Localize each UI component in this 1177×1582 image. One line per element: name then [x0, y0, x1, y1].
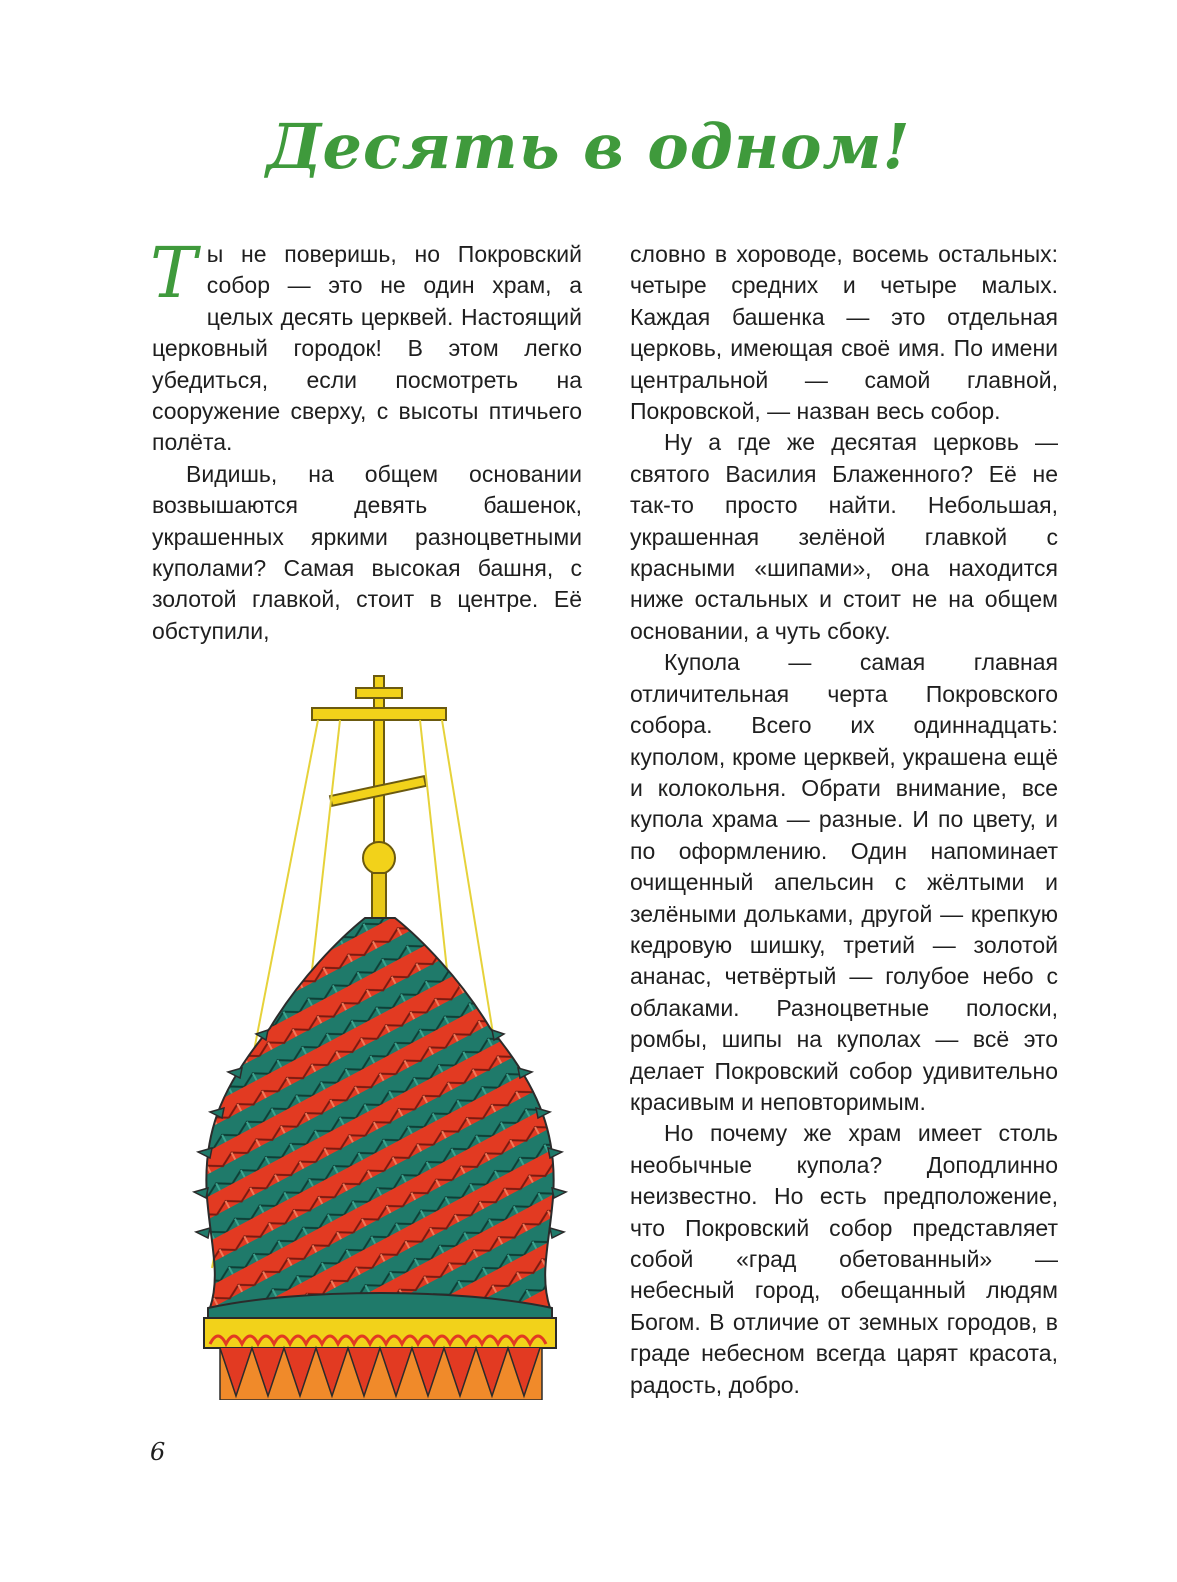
cross-icon [312, 676, 446, 846]
paragraph: Ну а где же десятая церковь — святого Василия Блаженного? Её не так-то просто найти. Небольшая, украшенная зелёной главкой с красными «шипами», она находится ниже остальных и стоит не на общем основании, а чуть сбоку. [630, 429, 1058, 644]
paragraph [150, 232, 582, 459]
left-column [150, 232, 582, 647]
drop-cap: Т [150, 232, 197, 314]
gold-ball [363, 842, 395, 874]
paragraph: Но почему же храм имеет столь необычные купола? Доподлинно неизвестно. Но есть предположение, что Покровский собор представляет собой «град обетованный» — небесный город, обещанный людям Богом. В отличие от земных городов, в граде небесном всегда царят красота, радость, добро. [630, 1120, 1058, 1398]
dome-body [180, 908, 580, 1318]
paragraph-text: ы не поверишь, но Покровский собор — это не один храм, а целых десять церквей. Настоящий церковный городок! В этом легко убедиться, если посмотреть на сооружение сверху, с высоты птичьего полёта. [152, 241, 582, 456]
drum-arcade [220, 1348, 542, 1400]
right-column [630, 239, 1058, 1401]
page-title: Десять в одном! [266, 110, 911, 183]
paragraph: Видишь, на общем основании возвышаются девять башенок, украшенных яркими разноцветными куполами? Самая высокая башня, с золотой главкой, стоит в центре. Её обступили, [152, 460, 582, 644]
page-number: 6 [150, 1438, 166, 1466]
paragraph: словно в хороводе, восемь остальных: четыре средних и четыре малых. Каждая башенка — это отдельная церковь, имеющая своё имя. По имени центральной — самой главной, Покровской, — назван весь собор. [630, 241, 1058, 425]
dome-illustration [180, 668, 580, 1400]
paragraph: Купола — самая главная отличительная черта Покровского собора. Всего их одиннадцать: куполом, кроме церквей, украшена ещё и колокольня. Обрати внимание, все купола храма — разные. И по цвету, и по оформлению. Один напоминает очищенный апельсин с жёлтыми и зелёными дольками, другой — крепкую кедровую шишку, третий — золотой ананас, четвёртый — голубое небо с облаками. Разноцветные полоски, ромбы, шипы на куполах — всё это делает Покровский собор удивительно красивым и неповторимым. [630, 649, 1058, 1115]
